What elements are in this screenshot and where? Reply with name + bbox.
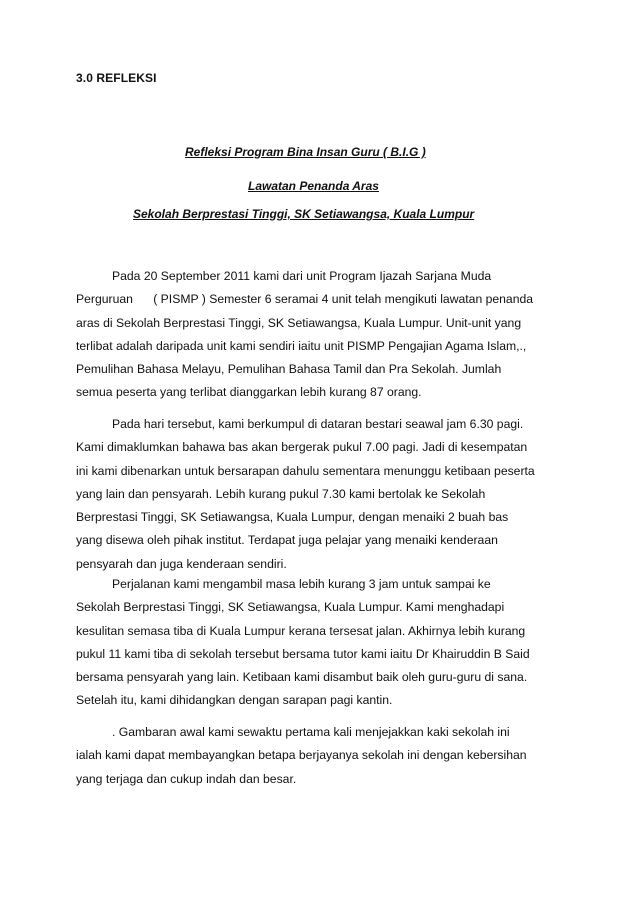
paragraph-line: Perguruan ( PISMP ) Semester 6 seramai 4 unit telah mengikuti lawatan penanda — [76, 292, 534, 307]
paragraph-3 — [76, 573, 566, 713]
paragraph-line: ini kami dibenarkan untuk bersarapan dahulu sementara menunggu ketibaan peserta — [76, 463, 535, 478]
visit-title: Lawatan Penanda Aras — [248, 179, 379, 193]
paragraph-line: bersama pensyarah yang lain. Ketibaan kami disambut baik oleh guru-guru di sana. — [76, 670, 528, 685]
paragraph-line: semua peserta yang terlibat dianggarkan lebih kurang 87 orang. — [76, 385, 422, 400]
paragraph-2 — [76, 413, 566, 576]
paragraph-line: kesulitan semasa tiba di Kuala Lumpur kerana tersesat jalan. Akhirnya lebih kurang — [76, 623, 526, 638]
paragraph-line: yang lain dan pensyarah. Lebih kurang pukul 7.30 kami bertolak ke Sekolah — [76, 486, 486, 501]
section-heading: 3.0 REFLEKSI — [76, 71, 157, 85]
paragraph-line: aras di Sekolah Berprestasi Tinggi, SK Setiawangsa, Kuala Lumpur. Unit-unit yang — [76, 315, 522, 330]
paragraph-line: Pemulihan Bahasa Melayu, Pemulihan Bahasa Tamil dan Pra Sekolah. Jumlah — [76, 362, 502, 377]
paragraph-line: Kami dimaklumkan bahawa bas akan bergerak pukul 7.00 pagi. Jadi di kesempatan — [76, 440, 528, 455]
paragraph-line: Pada hari tersebut, kami berkumpul di dataran bestari seawal jam 6.30 pagi. — [112, 417, 524, 431]
paragraph-line: Perjalanan kami mengambil masa lebih kurang 3 jam untuk sampai ke — [112, 577, 491, 591]
paragraph-line: yang terjaga dan cukup indah dan besar. — [76, 771, 297, 786]
paragraph-line: . Gambaran awal kami sewaktu pertama kali menjejakkan kaki sekolah ini — [112, 725, 510, 739]
paragraph-line: Berprestasi Tinggi, SK Setiawangsa, Kuala Lumpur, dengan menaiki 2 buah bas — [76, 510, 509, 525]
paragraph-4 — [76, 721, 566, 791]
paragraph-line: terlibat adalah daripada unit kami sendiri iaitu unit PISMP Pengajian Agama Islam,., — [76, 338, 527, 353]
paragraph-1 — [76, 265, 566, 405]
paragraph-line: pensyarah dan juga kenderaan sendiri. — [76, 556, 287, 571]
paragraph-line: pukul 11 kami tiba di sekolah tersebut bersama tutor kami iaitu Dr Khairuddin B Said — [76, 646, 530, 661]
school-title: Sekolah Berprestasi Tinggi, SK Setiawangsa, Kuala Lumpur — [133, 207, 475, 221]
paragraph-line: Pada 20 September 2011 kami dari unit Program Ijazah Sarjana Muda — [112, 269, 492, 283]
program-title: Refleksi Program Bina Insan Guru ( B.I.G ) — [185, 145, 426, 159]
paragraph-line: ialah kami dapat membayangkan betapa berjayanya sekolah ini dengan kebersihan — [76, 748, 527, 763]
paragraph-line: Setelah itu, kami dihidangkan dengan sarapan pagi kantin. — [76, 693, 393, 708]
paragraph-line: Sekolah Berprestasi Tinggi, SK Setiawangsa, Kuala Lumpur. Kami menghadapi — [76, 600, 505, 615]
paragraph-line: yang disewa oleh pihak institut. Terdapat juga pelajar yang menaiki kenderaan — [76, 533, 498, 548]
